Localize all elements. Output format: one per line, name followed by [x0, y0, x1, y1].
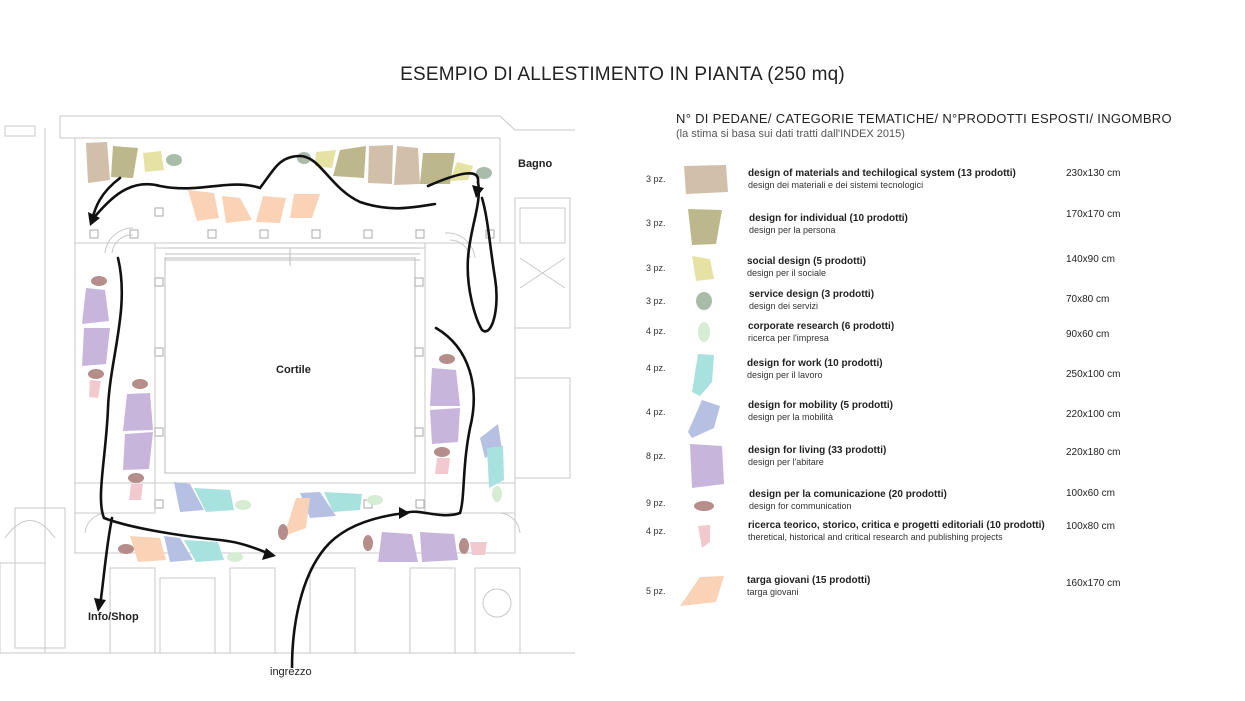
legend-dimensions: 250x100 cm	[1066, 369, 1121, 380]
legend-title: design for work (10 prodotti)	[747, 358, 883, 369]
legend-item	[0, 206, 1245, 246]
legend-qty: 4 pz.	[646, 526, 666, 536]
legend-item	[0, 398, 1245, 438]
legend-subtitle: design per il sociale	[747, 268, 827, 278]
legend-dimensions: 90x60 cm	[1066, 329, 1110, 340]
courtyard-label: Cortile	[276, 364, 311, 376]
legend-subtitle: design per il lavoro	[747, 370, 823, 380]
legend-dimensions: 70x80 cm	[1066, 294, 1110, 305]
legend-subtitle: design per la mobilità	[748, 412, 834, 422]
legend-subheading: (la stima si basa sui dati tratti dall'INDEX 2015)	[676, 128, 905, 140]
legend-title: design for mobility (5 prodotti)	[748, 400, 893, 411]
entrance-label: ingrezzo	[270, 666, 312, 678]
legend-qty: 3 pz.	[646, 218, 666, 228]
platform-swatch	[676, 288, 736, 314]
legend-dimensions: 230x130 cm	[1066, 168, 1121, 179]
legend-qty: 3 pz.	[646, 263, 666, 273]
legend-title: corporate research (6 prodotti)	[748, 321, 895, 332]
platform-swatch	[676, 320, 736, 346]
legend-title: targa giovani (15 prodotti)	[747, 575, 871, 586]
legend-dimensions: 170x170 cm	[1066, 209, 1121, 220]
bathroom-label: Bagno	[518, 158, 553, 170]
platform-swatch	[676, 253, 736, 283]
legend-title: social design (5 prodotti)	[747, 256, 866, 267]
legend-item	[0, 574, 1245, 614]
legend-subtitle: design dei servizi	[749, 301, 819, 311]
legend-qty: 9 pz.	[646, 498, 666, 508]
legend-item	[0, 522, 1245, 562]
legend-subtitle: theretical, historical and critical research and publishing projects	[748, 532, 1003, 542]
legend-qty: 4 pz.	[646, 363, 666, 373]
legend-subtitle: design per l'abitare	[748, 457, 824, 467]
legend-title: ricerca teorico, storico, critica e progetti editoriali (10 prodotti)	[748, 520, 1045, 531]
platform-swatch	[676, 492, 736, 516]
legend-item	[0, 352, 1245, 392]
legend-subtitle: design for communication	[749, 501, 852, 511]
legend-dimensions: 160x170 cm	[1066, 578, 1121, 589]
legend-subtitle: ricerca per l'impresa	[748, 333, 829, 343]
legend-qty: 8 pz.	[646, 451, 666, 461]
page-title: ESEMPIO DI ALLESTIMENTO IN PIANTA (250 mq)	[400, 64, 845, 85]
legend-title: design for individual (10 prodotti)	[749, 213, 908, 224]
legend-dimensions: 100x60 cm	[1066, 488, 1115, 499]
legend-title: design for living (33 prodotti)	[748, 445, 887, 456]
legend-qty: 4 pz.	[646, 407, 666, 417]
legend-subtitle: design dei materiali e dei sistemi tecnologici	[748, 180, 924, 190]
legend-title: design of materials and techilogical system (13 prodotti)	[748, 168, 1016, 179]
legend-title: design per la comunicazione (20 prodotti)	[749, 489, 947, 500]
platform-swatch	[676, 440, 736, 492]
platform-swatch	[676, 574, 736, 608]
legend-dimensions: 140x90 cm	[1066, 254, 1115, 265]
legend-dimensions: 220x100 cm	[1066, 409, 1121, 420]
legend-qty: 3 pz.	[646, 174, 666, 184]
platform-swatch	[676, 206, 736, 248]
info-shop-label: Info/Shop	[88, 611, 139, 623]
platform-swatch	[676, 352, 736, 398]
legend-qty: 5 pz.	[646, 586, 666, 596]
legend-item	[0, 162, 1245, 202]
legend-qty: 3 pz.	[646, 296, 666, 306]
legend-dimensions: 100x80 cm	[1066, 521, 1115, 532]
platform-swatch	[676, 162, 736, 198]
legend-item	[0, 253, 1245, 293]
legend-qty: 4 pz.	[646, 326, 666, 336]
legend-dimensions: 220x180 cm	[1066, 447, 1121, 458]
platform-swatch	[676, 398, 736, 440]
legend-item	[0, 440, 1245, 480]
legend-heading: N° DI PEDANE/ CATEGORIE TEMATICHE/ N°PRODOTTI ESPOSTI/ INGOMBRO	[676, 111, 1172, 126]
legend-subtitle: targa giovani	[747, 587, 799, 597]
platform-swatch	[676, 522, 736, 550]
legend-subtitle: design per la persona	[749, 225, 836, 235]
legend-title: service design (3 prodotti)	[749, 289, 875, 300]
